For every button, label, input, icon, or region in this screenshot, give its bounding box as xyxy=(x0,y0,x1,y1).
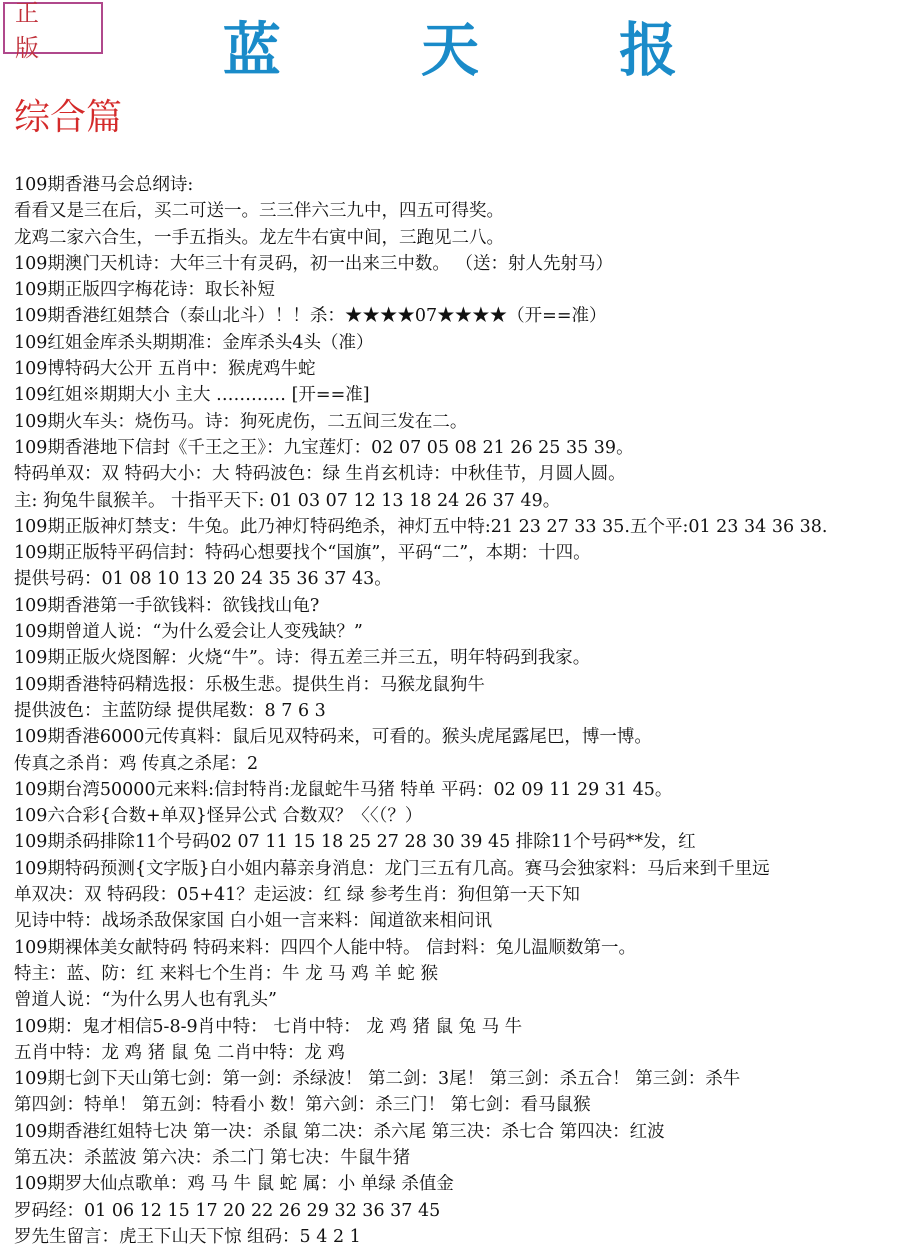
text-line: 109期香港红姐禁合（泰山北斗）！！杀：★★★★07★★★★（开==准） xyxy=(14,306,607,327)
text-line: 109期正版特平码信封：特码心想要找个“国旗”，平码“二”，本期：十四。 xyxy=(14,543,591,564)
text-line: 109期正版神灯禁支：牛兔。此乃神灯特码绝杀，神灯五中特:21 23 27 33 35.五个平:01 23 34 36 38. xyxy=(14,516,828,537)
text-line: 见诗中特：战场杀敌保家国 白小姐一言来料：闻道欲来相问讯 xyxy=(14,911,493,932)
text-line: 109期裸体美女献特码 特码来料：四四个人能中特。 信封料：兔儿温顺数第一。 xyxy=(14,937,637,958)
text-line: 109期香港马会总纲诗: xyxy=(14,175,194,195)
text-line: 109期正版火烧图解：火烧“牛”。诗：得五差三并三五，明年特码到我家。 xyxy=(14,648,591,669)
text-line: 109红姐※期期大小 主大 ………… [开==准] xyxy=(14,385,370,406)
text-line: 罗先生留言：虎王下山天下惊 组码：5 4 2 1 xyxy=(14,1226,361,1247)
text-line: 109期正版四字梅花诗：取长补短 xyxy=(14,280,275,301)
text-line: 提供波色：主蓝防绿 提供尾数：8 7 6 3 xyxy=(14,700,326,721)
text-line: 109期香港6000元传真料：鼠后见双特码来，可看的。猴头虎尾露尾巴，博一博。 xyxy=(14,727,652,748)
text-line: 109期澳门天机诗：大年三十有灵码，初一出来三中数。 （送：射人先射马） xyxy=(14,253,613,274)
text-line: 特主：蓝、防：红 来料七个生肖：牛 龙 马 鸡 羊 蛇 猴 xyxy=(14,963,438,984)
text-line: 109期香港红姐特七决 第一决：杀鼠 第二决：杀六尾 第三决：杀七合 第四决：红波 xyxy=(14,1121,665,1142)
text-line: 第五决：杀蓝波 第六决：杀二门 第七决：牛鼠牛猪 xyxy=(14,1147,411,1168)
text-line: 109六合彩{合数+单双}怪异公式 合数双？〈〈（？） xyxy=(14,806,423,827)
text-line: 109期罗大仙点歌单：鸡 马 牛 鼠 蛇 属：小 单绿 杀值金 xyxy=(14,1174,454,1195)
text-line: 109红姐金库杀头期期准：金库杀头4头（准） xyxy=(14,332,374,353)
text-line: 109期香港地下信封《千王之王》：九宝莲灯：02 07 05 08 21 26 25 35 39。 xyxy=(14,437,634,458)
text-line: 109期：鬼才相信5-8-9肖中特： 七肖中特： 龙 鸡 猪 鼠 兔 马 牛 xyxy=(14,1016,523,1037)
content-lines xyxy=(14,172,898,1250)
text-line: 109期火车头：烧伤马。诗：狗死虎伤，二五间三发在二。 xyxy=(14,411,468,432)
text-line: 109期香港第一手欲钱料：欲钱找山龟? xyxy=(14,595,320,616)
text-line: 109期特码预测{文字版}白小姐内幕亲身消息：龙门三五有几高。赛马会独家料：马后来到千里远 xyxy=(14,858,770,879)
text-line: 109期杀码排除11个号码02 07 11 15 18 25 27 28 30 39 45 排除11个号码**发，红 xyxy=(14,832,696,853)
text-line: 提供号码：01 08 10 13 20 24 35 36 37 43。 xyxy=(14,569,392,590)
section-heading: 综合篇 xyxy=(14,97,123,138)
text-line: 主: 狗兔牛鼠猴羊。 十指平天下: 01 03 07 12 13 18 24 26 37 49。 xyxy=(14,490,561,511)
text-line: 曾道人说：“为什么男人也有乳头” xyxy=(14,990,277,1011)
text-line: 109期台湾50000元来料:信封特肖:龙鼠蛇牛马猪 特单 平码：02 09 11 29 31 45。 xyxy=(14,779,673,800)
text-line: 109期七剑下天山第七剑：第一剑：杀绿波！ 第二剑：3尾！ 第三剑：杀五合！ 第三剑：杀牛 xyxy=(14,1069,741,1090)
text-line: 传真之杀肖：鸡 传真之杀尾：2 xyxy=(14,753,259,774)
text-line: 单双决：双 特码段：05+41？走运波：红 绿 参考生肖：狗但第一天下知 xyxy=(14,885,580,906)
text-line: 109博特码大公开 五肖中：猴虎鸡牛蛇 xyxy=(14,359,316,380)
text-line: 第四剑：特单！ 第五剑：特看小 数！第六剑：杀三门！ 第七剑：看马鼠猴 xyxy=(14,1095,591,1116)
text-line: 特码单双：双 特码大小：大 特码波色：绿 生肖玄机诗：中秋佳节，月圆人圆。 xyxy=(14,464,626,485)
text-line: 龙鸡二家六合生，一手五指头。龙左牛右寅中间，三跑见二八。 xyxy=(14,227,504,248)
text-line: 109期香港特码精选报：乐极生悲。提供生肖：马猴龙鼠狗牛 xyxy=(14,674,485,695)
edition-badge: 正 版 xyxy=(3,2,103,54)
text-line: 109期曾道人说：“为什么爱会让人变残缺？” xyxy=(14,622,363,643)
text-line: 罗码经：01 06 12 15 17 20 22 26 29 32 36 37 45 xyxy=(14,1200,441,1221)
text-line: 五肖中特：龙 鸡 猪 鼠 兔 二肖中特：龙 鸡 xyxy=(14,1042,345,1063)
page-title: 蓝 天 报 xyxy=(222,16,738,84)
text-line: 看看又是三在后，买二可送一。三三伴六三九中，四五可得奖。 xyxy=(14,201,504,222)
